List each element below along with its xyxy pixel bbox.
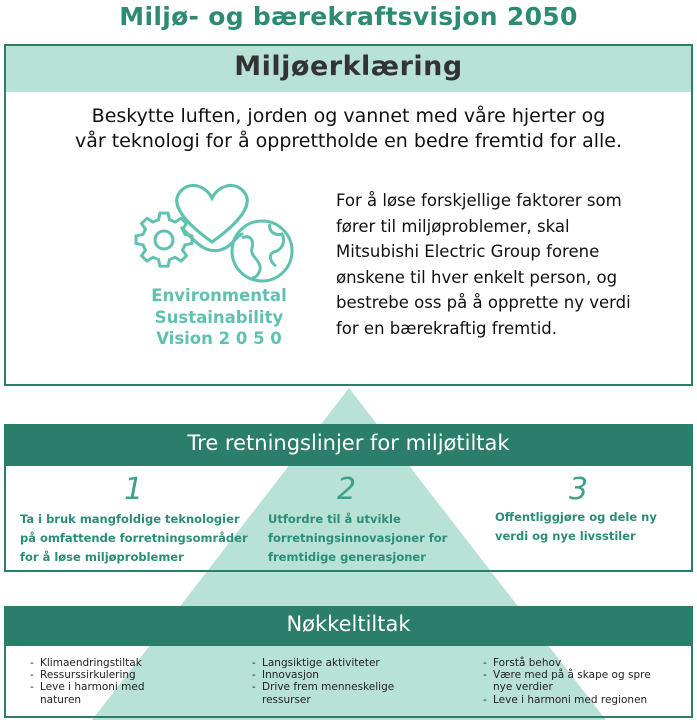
action-item: - Langsiktige aktiviteter <box>252 657 380 669</box>
guideline-line: Offentliggjøre og dele ny <box>495 510 657 524</box>
action-item: - Være med på å skape og spre <box>483 669 651 682</box>
action-item-continued: ressurser <box>262 693 311 706</box>
heart-icon <box>177 185 247 250</box>
gear-icon <box>136 213 192 266</box>
description-line: bestrebe oss på å opprette ny verdi <box>336 293 631 313</box>
globe-icon <box>232 221 292 281</box>
page-title: Miljø- og bærekraftsvisjon 2050 <box>119 2 578 31</box>
guideline-number-2: 2 <box>337 472 357 507</box>
description-line: for en bærekraftig fremtid. <box>336 318 558 338</box>
declaration-statement <box>16 104 681 154</box>
description-line: For å løse forskjellige faktorer som <box>336 191 622 210</box>
guideline-line: forretningsinnovasjoner for <box>268 531 448 545</box>
guideline-line: på omfattende forretningsområder <box>20 531 248 545</box>
guideline-2 <box>268 510 447 567</box>
statement-line: vår teknologi for å opprettholde en bedre fremtid for alle. <box>74 130 623 152</box>
guidelines-header <box>4 424 693 466</box>
key-actions-column-3 <box>483 657 651 706</box>
description-line: ønskene til hver enkelt person, og <box>336 267 618 287</box>
key-actions-column-1 <box>30 657 145 706</box>
declaration-heading: Miljøerklæring <box>234 51 463 82</box>
key-actions-column-2 <box>252 657 394 706</box>
key-actions-header <box>4 606 693 646</box>
guideline-number-3: 3 <box>569 472 589 507</box>
guideline-line: verdi og nye livsstiler <box>495 529 636 543</box>
guideline-3 <box>495 508 657 546</box>
description-line: Mitsubishi Electric Group forene <box>336 242 600 262</box>
action-item-continued: nye verdier <box>493 681 553 694</box>
logo-text-line: Vision 2 0 5 0 <box>156 329 282 348</box>
guidelines-heading: Tre retningslinjer for miljøtiltak <box>187 431 510 455</box>
action-item: - Innovasjon <box>252 669 319 682</box>
guideline-1 <box>20 510 248 567</box>
action-item: - Forstå behov <box>483 657 562 669</box>
description-line: fører til miljøproblemer, skal <box>336 216 570 236</box>
action-item: - Leve i harmoni med regionen <box>483 693 648 706</box>
guideline-line: Utfordre til å utvikle <box>268 512 401 526</box>
statement-line: Beskytte luften, jorden og vannet med våre hjerter og <box>91 105 606 127</box>
guideline-line: Ta i bruk mangfoldige teknologier <box>20 512 240 526</box>
logo-text-line: Environmental <box>151 286 287 305</box>
guideline-line: fremtidige generasjoner <box>268 550 426 564</box>
declaration-description <box>336 188 676 342</box>
action-item: - Leve i harmoni med <box>30 681 145 694</box>
vision-logo-text <box>119 285 319 350</box>
action-item: - Drive frem menneskelige <box>252 681 395 694</box>
guideline-number-1: 1 <box>124 472 144 507</box>
vision-logo <box>124 178 298 290</box>
action-item: - Klimaendringstiltak <box>30 657 142 669</box>
environmental-declaration-box <box>4 44 693 386</box>
logo-text-line: Sustainability <box>154 307 284 327</box>
action-item: - Ressurssirkulering <box>30 669 136 682</box>
action-item-continued: naturen <box>40 693 82 706</box>
guideline-line: for å løse miljøproblemer <box>20 550 184 564</box>
declaration-header <box>6 46 691 92</box>
key-actions-heading: Nøkkeltiltak <box>286 612 411 636</box>
